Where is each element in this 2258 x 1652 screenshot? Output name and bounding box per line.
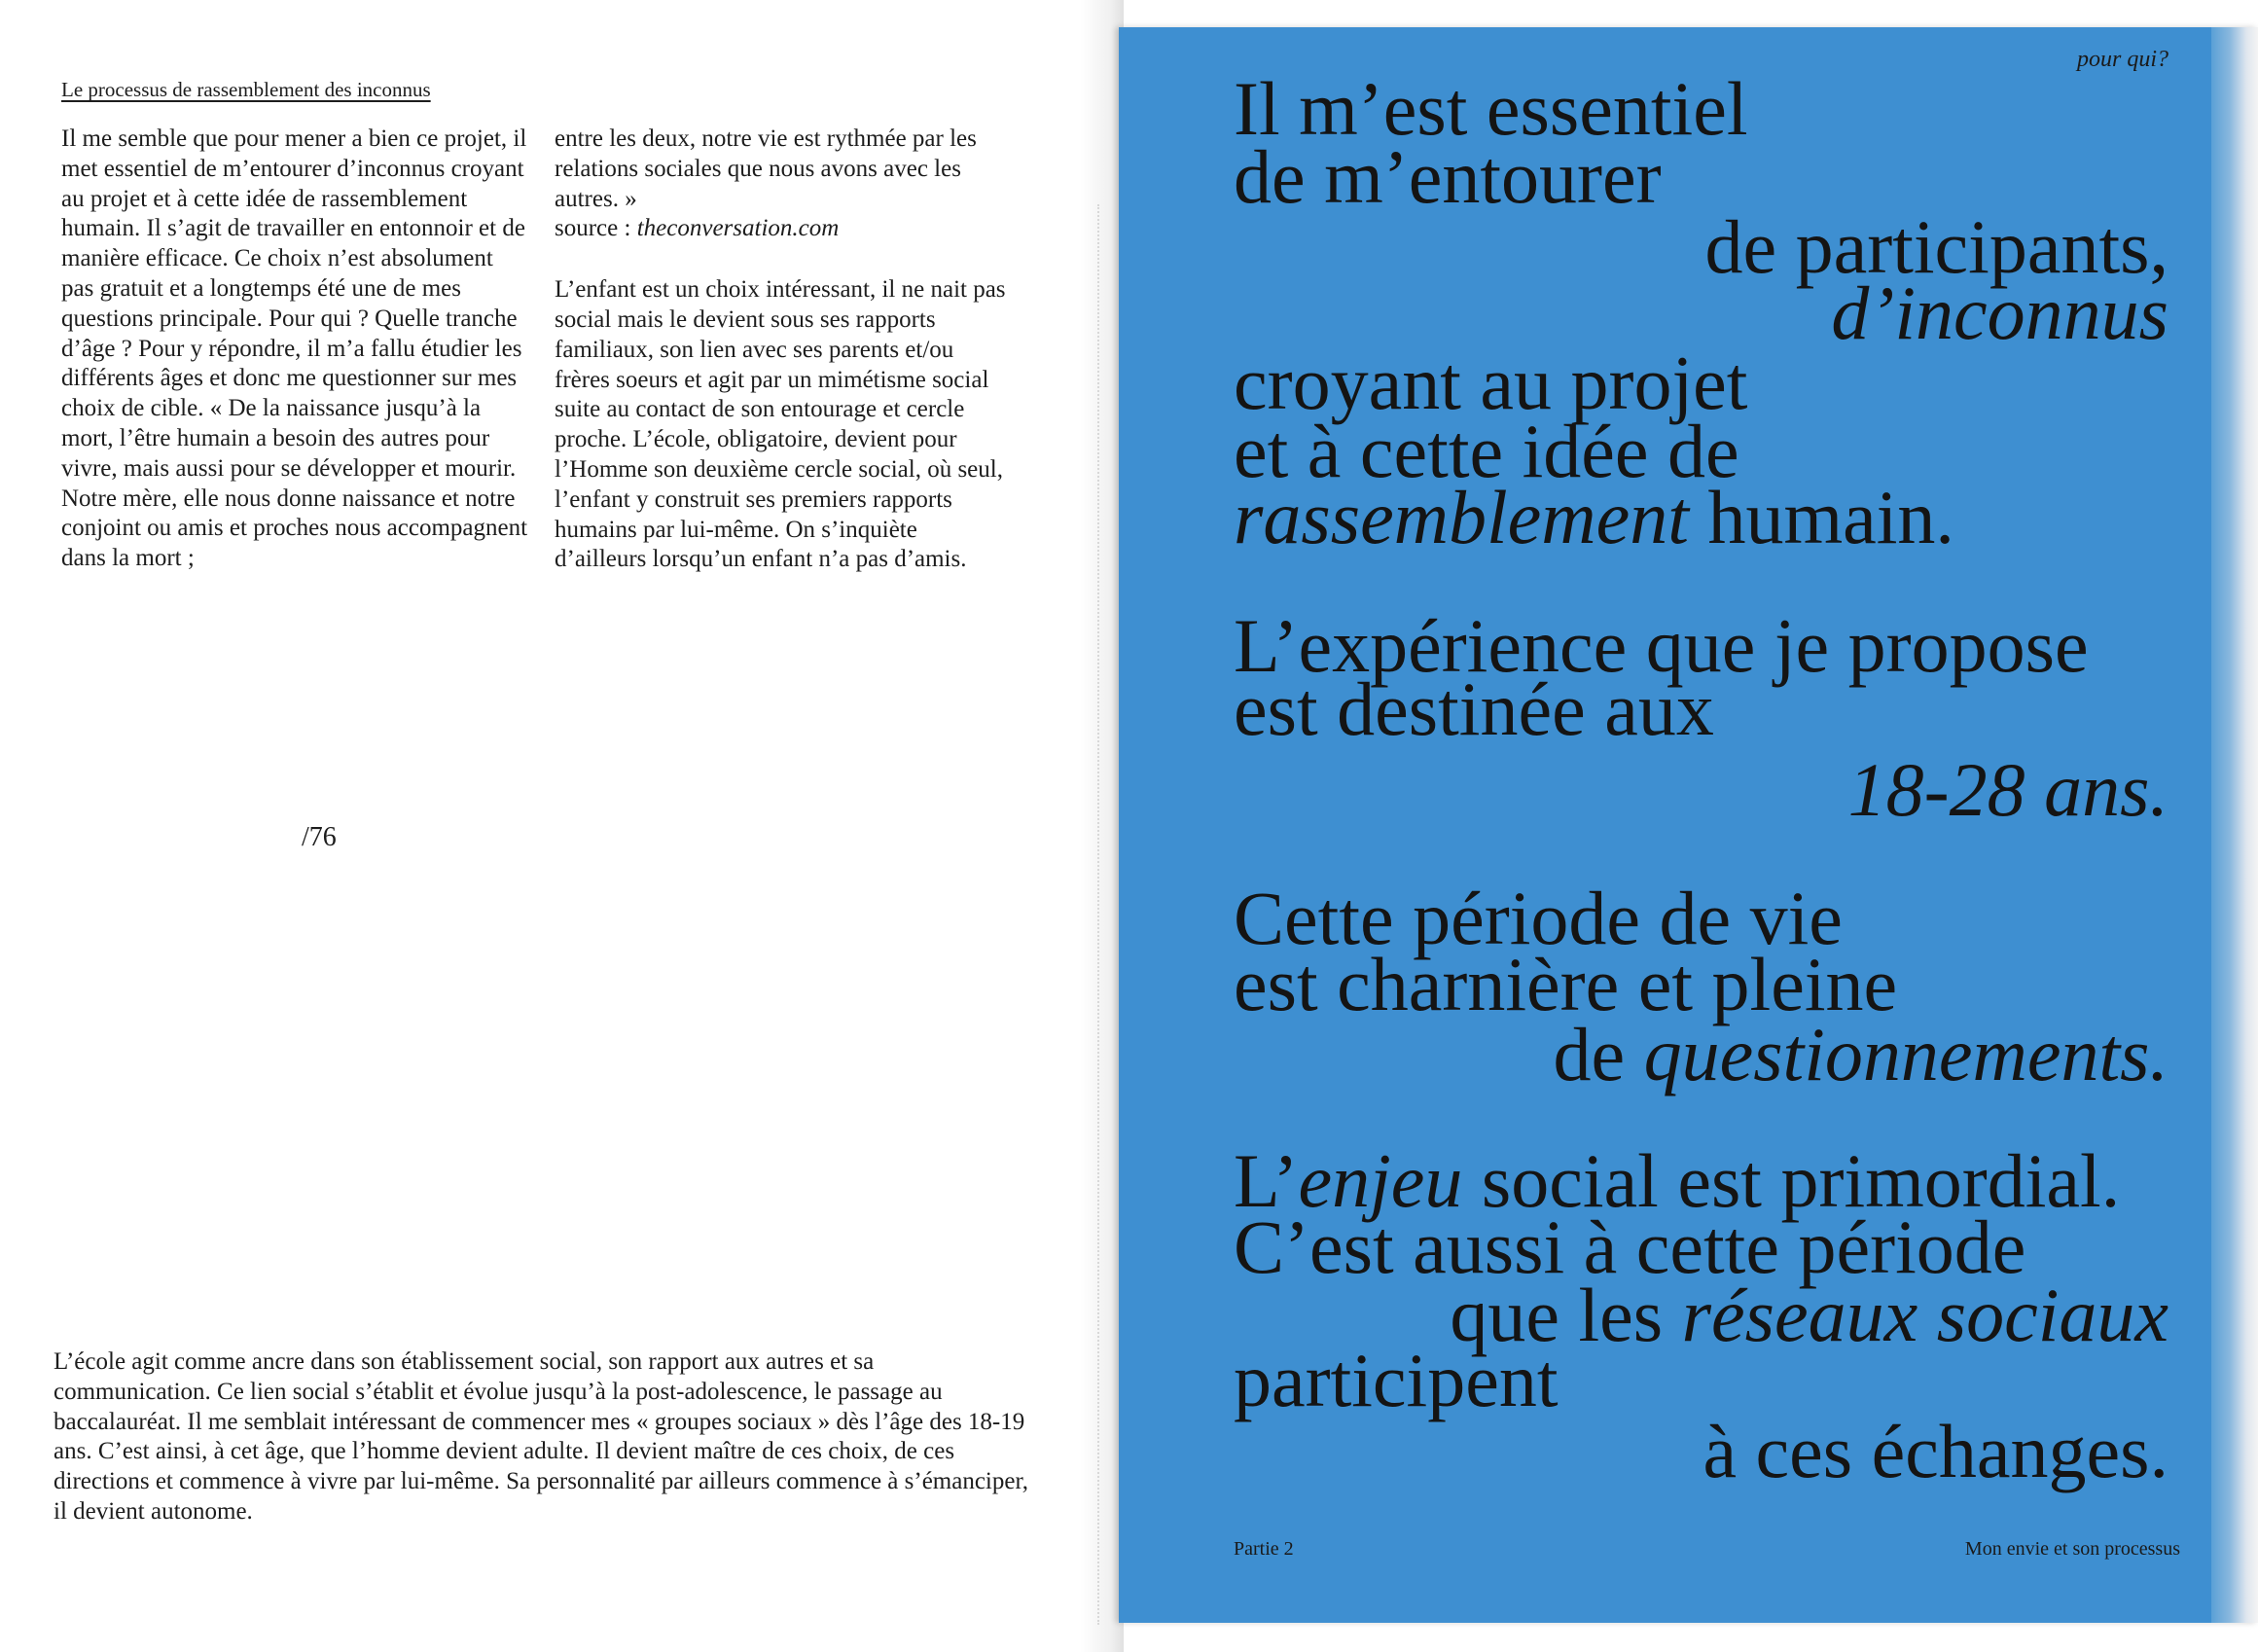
statement-line-7 [1234,475,1954,559]
statement-line-1: Il m’est essentiel [1234,66,1748,151]
statement-line-13 [1553,1012,2168,1096]
bottom-paragraph: L’école agit comme ancre dans son établissement social, son rapport aux autres et sa communication. Ce lien social s’établit et évolue jusqu’à la post-adolescence, le passage au baccalauréat. Il me semblait intéressant de commencer mes « groupes sociaux » dès l’âge des 18-19 ans. C’est ainsi, à cet âge, que l’homme devient adulte. Il devient maître de ces choix, de ces directions et commence à vivre par lui-même. Sa personnalité par ailleurs commence à s’émanciper, il devient autonome. [54,1348,1029,1525]
statement-line-9: est destinée aux [1234,666,1714,751]
statement-line-2: de m’entourer [1234,134,1662,219]
statement-line-7-italic: rassemblement [1234,475,1689,559]
footer-part-label: Partie 2 [1234,1538,1294,1560]
text-column-1 [61,125,528,574]
statement-line-4 [1831,270,2168,355]
statement-line-17: participent [1234,1338,1559,1422]
statement-line-5: croyant au projet [1234,341,1748,425]
statement-line-12: est charnière et pleine [1234,942,1898,1026]
statement-line-14-italic: enjeu [1298,1138,1463,1223]
statement-line-10-italic: 18-28 ans. [1847,747,2168,832]
statement-line-14-rest: social est primordial. [1462,1138,2121,1223]
statement-line-11: Cette période de vie [1234,876,1843,960]
statement-line-16-italic: réseaux sociaux [1681,1273,2168,1357]
statement-line-16-start: que les [1450,1273,1682,1357]
column-1-paragraph: Il me semble que pour mener a bien ce projet, il met essentiel de m’entourer d’inconnus croyant au projet et à cette idée de rassemblement humain. Il s’agit de travailler en entonnoir et de manière efficace. Ce choix n’est absolument pas gratuit et a longtemps été une de mes questions principale. Pour qui ? Quelle tranche d’âge ? Pour y répondre, il m’a fallu étudier les différents âges et donc me questionner sur mes choix de cible. « De la naissance jusqu’à la mort, l’être humain a besoin des autres pour vivre, mais aussi pour se développer et mourir. Notre mère, elle nous donne naissance et notre conjoint ou amis et proches nous accompagnent dans la mort ; [61,126,528,572]
corner-label: pour qui? [2076,47,2168,72]
footer-chapter-label: Mon envie et son processus [1964,1538,2180,1560]
statement-line-7-rest: humain. [1688,475,1954,559]
page-number: /76 [302,822,337,852]
binding-stitches [1097,204,1099,1625]
statement-line-13-start: de [1553,1012,1644,1096]
gutter-shadow [1080,0,1124,1652]
source-label: source : [555,215,637,242]
left-page [0,0,1119,1652]
paragraph-gap [555,244,1012,275]
statement-line-4-italic: d’inconnus [1831,270,2168,355]
right-page [1119,27,2258,1623]
source-name: theconversation.com [636,215,840,242]
running-title: Le processus de rassemblement des inconnus [61,78,431,101]
page-edge [2211,27,2258,1623]
quote-ending: entre les deux, notre vie est rythmée par les relations sociales que nous avons avec les autres. » [555,126,977,212]
statement-line-3: de participants, [1704,204,2168,289]
statement-line-18: à ces échanges. [1702,1409,2168,1493]
column-2-paragraph: L’enfant est un choix intéressant, il ne nait pas social mais le devient sous ses rapports familiaux, son lien avec ses parents et/ou frères soeurs et agit par un mimétisme social suite au contact de son entourage et cercle proche. L’école, obligatoire, devient pour l’Homme son deuxième cercle social, où seul, l’enfant y construit ses premiers rapports humains par lui-même. On s’inquiète d’ailleurs lorsqu’un enfant n’a pas d’amis. [555,276,1006,573]
source-line [555,214,1012,244]
text-column-2 [555,125,1012,575]
statement-line-6: et à cette idée de [1234,409,1739,493]
statement-line-8: L’expérience que je propose [1234,603,2089,688]
statement-line-13-italic: questionnements. [1643,1012,2168,1096]
statement-line-10 [1847,747,2168,832]
statement-line-14-start: L’ [1234,1138,1299,1223]
statement-line-15: C’est aussi à cette période [1234,1204,2026,1289]
